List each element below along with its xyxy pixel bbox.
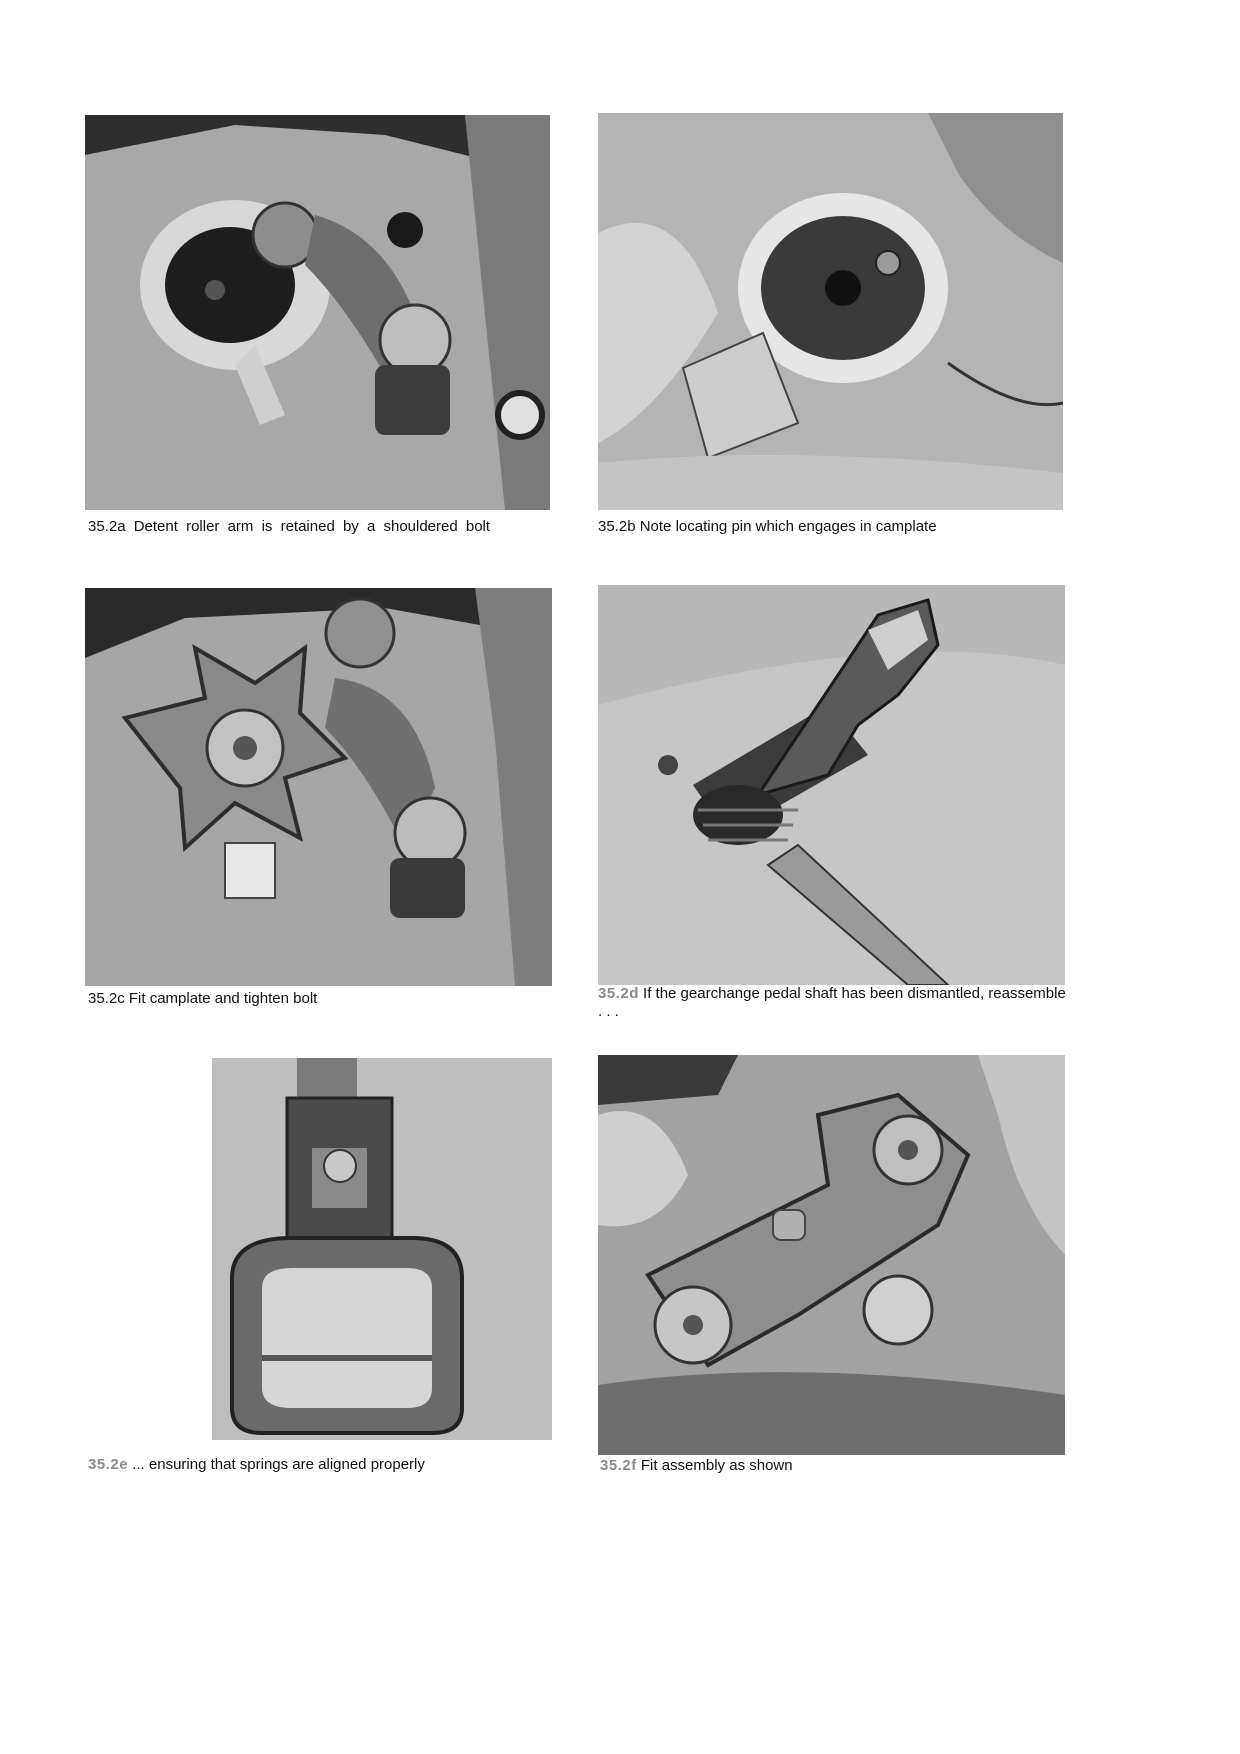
caption-35-2c [88,990,317,1008]
figure-number: 35.2e [88,1456,129,1473]
figure-number: 35.2a [88,518,126,535]
photo-35-2f [598,1055,1065,1455]
caption-text: Note locating pin which engages in camplate [639,518,937,535]
caption-text: Fit assembly as shown [640,1457,793,1474]
caption-35-2e [88,1456,425,1474]
figure-number: 35.2f [600,1457,637,1474]
caption-text: If the gearchange pedal shaft has been dismantled, reassemble . . . [598,985,1066,1020]
figure-number: 35.2c [88,990,125,1007]
photo-35-2b [598,113,1063,510]
photo-35-2c [85,588,552,986]
caption-text: ... ensuring that springs are aligned properly [132,1456,425,1473]
photo-35-2e [212,1058,552,1440]
caption-text: Detent roller arm is retained by a shouldered bolt [133,518,491,535]
figure-number: 35.2d [598,985,639,1002]
figure-number: 35.2b [598,518,636,535]
caption-text: Fit camplate and tighten bolt [128,990,318,1007]
caption-35-2d [598,985,1066,1021]
caption-35-2b [598,518,937,536]
caption-35-2a [88,518,548,536]
photo-35-2d [598,585,1065,985]
caption-35-2f [600,1457,793,1475]
photo-35-2a [85,115,550,510]
